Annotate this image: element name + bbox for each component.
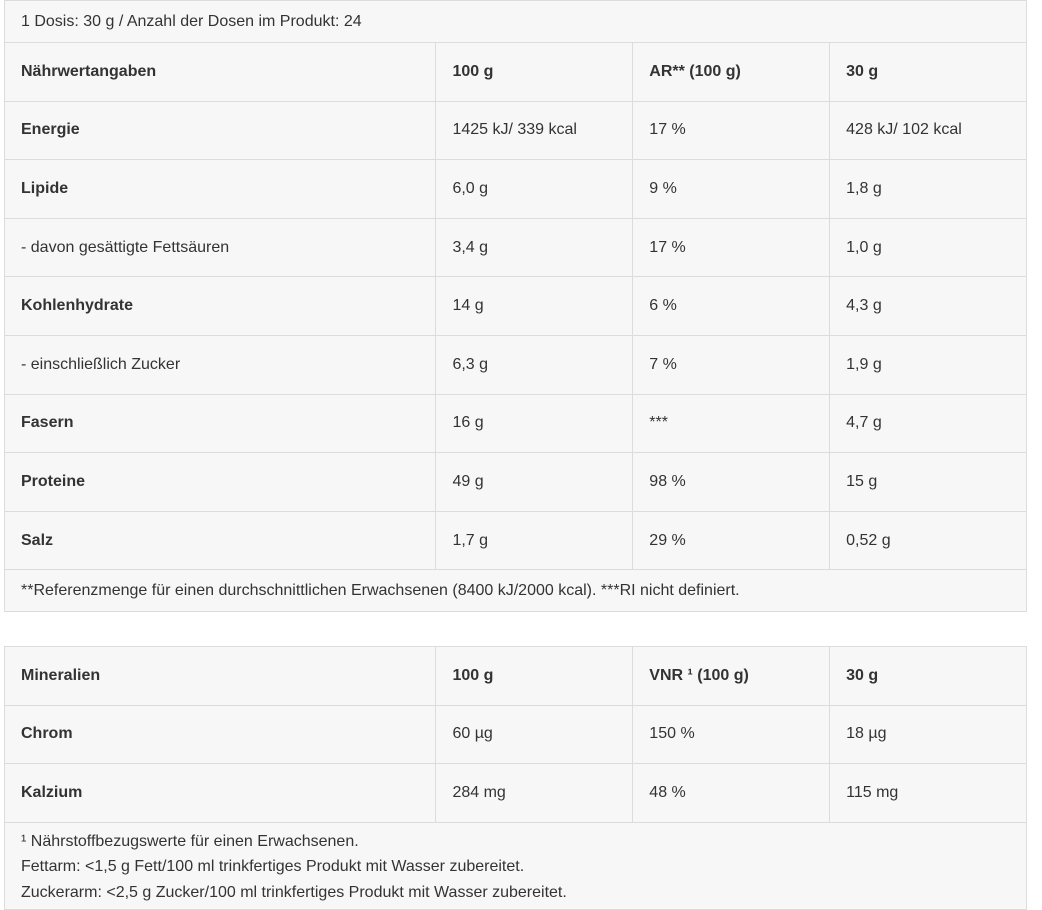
- serving-caption: 1 Dosis: 30 g / Anzahl der Dosen im Produkt: 24: [5, 1, 1027, 43]
- row-name: Energie: [5, 101, 436, 160]
- row-name: - davon gesättigte Fettsäuren: [5, 218, 436, 277]
- row-name: Salz: [5, 511, 436, 570]
- row-value-ar: 17 %: [633, 218, 830, 277]
- note-line: ¹ Nährstoffbezugswerte für einen Erwachsenen.: [21, 832, 359, 850]
- row-name: Fasern: [5, 394, 436, 453]
- row-name: Lipide: [5, 160, 436, 219]
- note-line: Fettarm: <1,5 g Fett/100 ml trinkfertiges Produkt mit Wasser zubereitet.: [21, 858, 525, 876]
- table-row: [5, 101, 1027, 160]
- row-value-ar: 29 %: [633, 511, 830, 570]
- header-per-30g: 30 g: [830, 43, 1027, 102]
- serving-caption-row: [5, 1, 1027, 43]
- header-vnr: VNR ¹ (100 g): [633, 647, 830, 706]
- row-value-ar: 9 %: [633, 160, 830, 219]
- row-value-100g: 16 g: [436, 394, 633, 453]
- row-name: Chrom: [5, 705, 436, 764]
- row-value-100g: 6,3 g: [436, 335, 633, 394]
- table-row: [5, 764, 1027, 823]
- header-per-100g: 100 g: [436, 647, 633, 706]
- row-name: - einschließlich Zucker: [5, 335, 436, 394]
- table-row: [5, 335, 1027, 394]
- row-value-ar: ***: [633, 394, 830, 453]
- table-row: [5, 511, 1027, 570]
- row-name: Proteine: [5, 453, 436, 512]
- row-value-100g: 49 g: [436, 453, 633, 512]
- row-value-100g: 14 g: [436, 277, 633, 336]
- row-value-30g: 4,7 g: [830, 394, 1027, 453]
- row-value-100g: 60 µg: [436, 705, 633, 764]
- row-value-30g: 0,52 g: [830, 511, 1027, 570]
- row-value-30g: 1,8 g: [830, 160, 1027, 219]
- row-value-vnr: 150 %: [633, 705, 830, 764]
- header-per-30g: 30 g: [830, 647, 1027, 706]
- row-value-30g: 1,9 g: [830, 335, 1027, 394]
- header-nutrients: Nährwertangaben: [5, 43, 436, 102]
- row-value-ar: 6 %: [633, 277, 830, 336]
- row-value-vnr: 48 %: [633, 764, 830, 823]
- notes-row: [5, 822, 1027, 909]
- row-value-100g: 284 mg: [436, 764, 633, 823]
- row-value-30g: 4,3 g: [830, 277, 1027, 336]
- table-row: [5, 453, 1027, 512]
- row-value-30g: 428 kJ/ 102 kcal: [830, 101, 1027, 160]
- row-value-100g: 3,4 g: [436, 218, 633, 277]
- header-minerals: Mineralien: [5, 647, 436, 706]
- table-row: [5, 705, 1027, 764]
- notes-cell: [5, 822, 1027, 909]
- row-value-30g: 18 µg: [830, 705, 1027, 764]
- row-value-ar: 98 %: [633, 453, 830, 512]
- row-value-ar: 17 %: [633, 101, 830, 160]
- footnote-row: [5, 570, 1027, 612]
- row-name: Kohlenhydrate: [5, 277, 436, 336]
- minerals-header-row: [5, 647, 1027, 706]
- nutrition-header-row: [5, 43, 1027, 102]
- minerals-table: [4, 646, 1027, 910]
- row-value-30g: 15 g: [830, 453, 1027, 512]
- row-value-100g: 1425 kJ/ 339 kcal: [436, 101, 633, 160]
- table-row: [5, 394, 1027, 453]
- row-name: Kalzium: [5, 764, 436, 823]
- table-row: [5, 218, 1027, 277]
- row-value-30g: 115 mg: [830, 764, 1027, 823]
- nutrition-table: [4, 0, 1027, 612]
- row-value-ar: 7 %: [633, 335, 830, 394]
- table-row: [5, 277, 1027, 336]
- row-value-100g: 6,0 g: [436, 160, 633, 219]
- header-ar: AR** (100 g): [633, 43, 830, 102]
- row-value-30g: 1,0 g: [830, 218, 1027, 277]
- table-row: [5, 160, 1027, 219]
- reference-footnote: **Referenzmenge für einen durchschnittlichen Erwachsenen (8400 kJ/2000 kcal). ***RI nicht definiert.: [5, 570, 1027, 612]
- header-per-100g: 100 g: [436, 43, 633, 102]
- row-value-100g: 1,7 g: [436, 511, 633, 570]
- note-line: Zuckerarm: <2,5 g Zucker/100 ml trinkfertiges Produkt mit Wasser zubereitet.: [21, 883, 567, 901]
